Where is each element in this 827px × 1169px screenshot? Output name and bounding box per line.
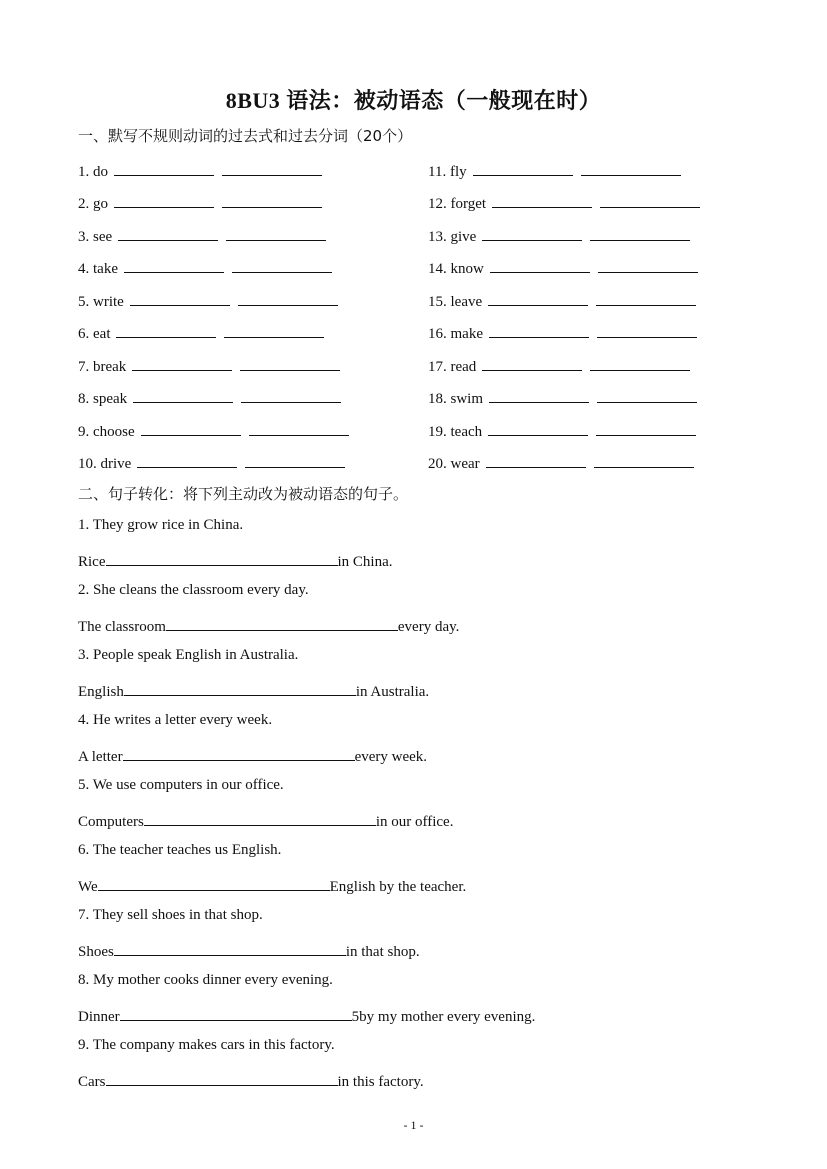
answer-start: We [78, 879, 98, 895]
verb-label: 17. read [428, 359, 477, 375]
past-participle-blank[interactable] [590, 225, 690, 241]
exercise-sentence: 3. People speak English in Australia. [78, 647, 299, 663]
past-tense-blank[interactable] [482, 225, 582, 241]
verb-item-4 [78, 257, 332, 277]
past-tense-blank[interactable] [124, 257, 224, 273]
past-participle-blank[interactable] [224, 322, 324, 338]
past-tense-blank[interactable] [489, 322, 589, 338]
past-tense-blank[interactable] [473, 160, 573, 176]
past-participle-blank[interactable] [245, 452, 345, 468]
answer-start: The classroom [78, 619, 166, 635]
past-tense-blank[interactable] [482, 355, 582, 371]
verb-item-19 [428, 420, 696, 440]
verb-label: 3. see [78, 229, 113, 245]
answer-blank[interactable] [106, 1070, 338, 1086]
section2-heading: 二、句子转化：将下列主动改为被动语态的句子。 [78, 485, 409, 503]
verb-label: 12. forget [428, 196, 487, 212]
past-tense-blank[interactable] [137, 452, 237, 468]
answer-end: in Australia. [355, 684, 430, 700]
verb-item-6 [78, 322, 324, 342]
answer-end: in China. [337, 554, 393, 570]
exercise-answer-line [78, 745, 427, 766]
verb-item-17 [428, 355, 690, 375]
answer-blank[interactable] [114, 940, 346, 956]
past-participle-blank[interactable] [222, 192, 322, 208]
page-number: - 1 - [403, 1118, 424, 1132]
past-participle-blank[interactable] [600, 192, 700, 208]
past-tense-blank[interactable] [492, 192, 592, 208]
verb-item-13 [428, 225, 690, 245]
section1-heading: 一、默写不规则动词的过去式和过去分词（20个） [78, 127, 413, 145]
answer-start: English [78, 684, 124, 700]
verb-label: 14. know [428, 261, 484, 277]
verb-item-20 [428, 452, 694, 472]
exercise-answer-line [78, 615, 459, 636]
answer-end: in our office. [375, 814, 454, 830]
verb-label: 8. speak [78, 391, 128, 407]
verb-label: 20. wear [428, 456, 480, 472]
past-participle-blank[interactable] [597, 322, 697, 338]
past-participle-blank[interactable] [594, 452, 694, 468]
verb-item-15 [428, 290, 696, 310]
answer-end: every week. [354, 749, 428, 765]
exercise-sentence: 7. They sell shoes in that shop. [78, 907, 263, 923]
verb-item-1 [78, 160, 322, 180]
verb-label: 6. eat [78, 326, 111, 342]
answer-end: in that shop. [345, 944, 420, 960]
verb-label: 7. break [78, 359, 127, 375]
exercise-sentence: 1. They grow rice in China. [78, 517, 244, 533]
exercise-answer-line [78, 810, 453, 831]
answer-start: A letter [78, 749, 123, 765]
verb-item-10 [78, 452, 345, 472]
answer-blank[interactable] [120, 1005, 352, 1021]
verb-label: 11. fly [428, 164, 467, 180]
past-tense-blank[interactable] [114, 160, 214, 176]
answer-end: English by the teacher. [329, 879, 467, 895]
exercise-answer-line [78, 550, 393, 571]
verb-item-18 [428, 387, 697, 407]
exercise-sentence: 2. She cleans the classroom every day. [78, 582, 309, 598]
past-tense-blank[interactable] [489, 387, 589, 403]
past-participle-blank[interactable] [226, 225, 326, 241]
exercise-answer-line [78, 1070, 424, 1091]
past-participle-blank[interactable] [222, 160, 322, 176]
verb-label: 1. do [78, 164, 108, 180]
exercise-sentence: 4. He writes a letter every week. [78, 712, 273, 728]
exercise-sentence: 9. The company makes cars in this factory. [78, 1037, 335, 1053]
answer-start: Rice [78, 554, 106, 570]
past-tense-blank[interactable] [490, 257, 590, 273]
answer-blank[interactable] [144, 810, 376, 826]
answer-end: in this factory. [337, 1074, 424, 1090]
verb-item-8 [78, 387, 341, 407]
verb-item-12 [428, 192, 700, 212]
past-participle-blank[interactable] [238, 290, 338, 306]
verb-item-5 [78, 290, 338, 310]
answer-blank[interactable] [166, 615, 398, 631]
past-participle-blank[interactable] [598, 257, 698, 273]
answer-end: 5by my mother every evening. [351, 1009, 536, 1025]
past-tense-blank[interactable] [116, 322, 216, 338]
exercise-sentence: 8. My mother cooks dinner every evening. [78, 972, 333, 988]
verb-label: 13. give [428, 229, 477, 245]
past-participle-blank[interactable] [249, 420, 349, 436]
verb-label: 16. make [428, 326, 483, 342]
exercise-answer-line [78, 940, 420, 961]
past-participle-blank[interactable] [232, 257, 332, 273]
page-title: 8BU3 语法：被动语态（一般现在时） [225, 88, 602, 113]
verb-label: 10. drive [78, 456, 132, 472]
verb-item-16 [428, 322, 697, 342]
past-tense-blank[interactable] [488, 420, 588, 436]
past-tense-blank[interactable] [141, 420, 241, 436]
exercise-answer-line [78, 1005, 535, 1026]
past-participle-blank[interactable] [241, 387, 341, 403]
past-tense-blank[interactable] [133, 387, 233, 403]
verb-item-11 [428, 160, 681, 180]
verb-item-7 [78, 355, 340, 375]
exercise-answer-line [78, 680, 429, 701]
past-tense-blank[interactable] [118, 225, 218, 241]
verb-label: 2. go [78, 196, 108, 212]
answer-start: Cars [78, 1074, 106, 1090]
past-tense-blank[interactable] [130, 290, 230, 306]
past-participle-blank[interactable] [597, 387, 697, 403]
answer-blank[interactable] [106, 550, 338, 566]
answer-end: every day. [397, 619, 460, 635]
verb-item-14 [428, 257, 698, 277]
verb-item-2 [78, 192, 322, 212]
verb-label: 19. teach [428, 424, 483, 440]
exercise-sentence: 6. The teacher teaches us English. [78, 842, 282, 858]
answer-start: Dinner [78, 1009, 120, 1025]
verb-label: 4. take [78, 261, 118, 277]
verb-item-3 [78, 225, 326, 245]
verb-label: 18. swim [428, 391, 484, 407]
past-tense-blank[interactable] [132, 355, 232, 371]
past-tense-blank[interactable] [114, 192, 214, 208]
past-tense-blank[interactable] [488, 290, 588, 306]
past-participle-blank[interactable] [581, 160, 681, 176]
verb-item-9 [78, 420, 349, 440]
exercise-sentence: 5. We use computers in our office. [78, 777, 284, 793]
answer-start: Shoes [78, 944, 114, 960]
past-tense-blank[interactable] [486, 452, 586, 468]
answer-blank[interactable] [124, 680, 356, 696]
answer-blank[interactable] [98, 875, 330, 891]
answer-start: Computers [78, 814, 144, 830]
past-participle-blank[interactable] [596, 420, 696, 436]
verb-label: 15. leave [428, 294, 483, 310]
verb-label: 5. write [78, 294, 124, 310]
answer-blank[interactable] [123, 745, 355, 761]
exercise-answer-line [78, 875, 466, 896]
past-participle-blank[interactable] [596, 290, 696, 306]
past-participle-blank[interactable] [590, 355, 690, 371]
past-participle-blank[interactable] [240, 355, 340, 371]
verb-label: 9. choose [78, 424, 135, 440]
